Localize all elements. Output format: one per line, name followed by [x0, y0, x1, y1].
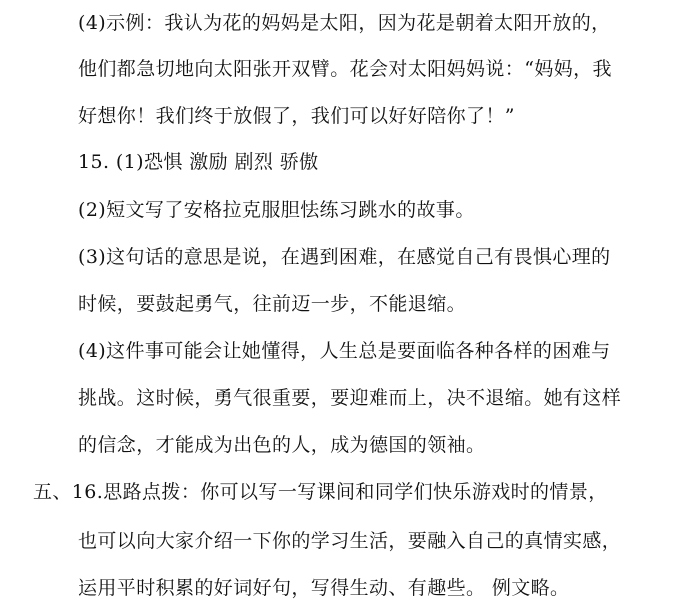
section-five-line-16-b: 也可以向大家介绍一下你的学习生活，要融入自己的真情实感， [78, 530, 622, 552]
answer-line-4-example-1: (4)示例：我认为花的妈妈是太阳，因为花是朝着太阳开放的， [78, 12, 611, 34]
answer-line-15-4-b: 挑战。这时候，勇气很重要，要迎难而上，决不退缩。她有这样 [78, 387, 622, 409]
answer-line-4-example-2: 他们都急切地向太阳张开双臂。花会对太阳妈妈说：“妈妈，我 [78, 58, 612, 80]
answer-line-4-example-3: 好想你！我们终于放假了，我们可以好好陪你了！” [78, 105, 515, 127]
answer-line-15-4-c: 的信念，才能成为出色的人，成为德国的领袖。 [78, 434, 486, 456]
answer-line-15-3-a: (3)这句话的意思是说，在遇到困难，在感觉自己有畏惧心理的 [78, 246, 611, 268]
answer-line-15-2: (2)短文写了安格拉克服胆怯练习跳水的故事。 [78, 199, 475, 221]
answer-line-15-1: 15. (1)恐惧 激励 剧烈 骄傲 [78, 151, 319, 173]
section-five-line-16-a: 五、16.思路点拨：你可以写一写课间和同学们快乐游戏时的情景， [33, 481, 608, 503]
answer-line-15-3-b: 时候，要鼓起勇气，往前迈一步，不能退缩。 [78, 293, 467, 315]
answer-line-15-4-a: (4)这件事可能会让她懂得，人生总是要面临各种各样的困难与 [78, 340, 611, 362]
section-five-line-16-c: 运用平时积累的好词好句，写得生动、有趣些。 例文略。 [78, 577, 570, 599]
